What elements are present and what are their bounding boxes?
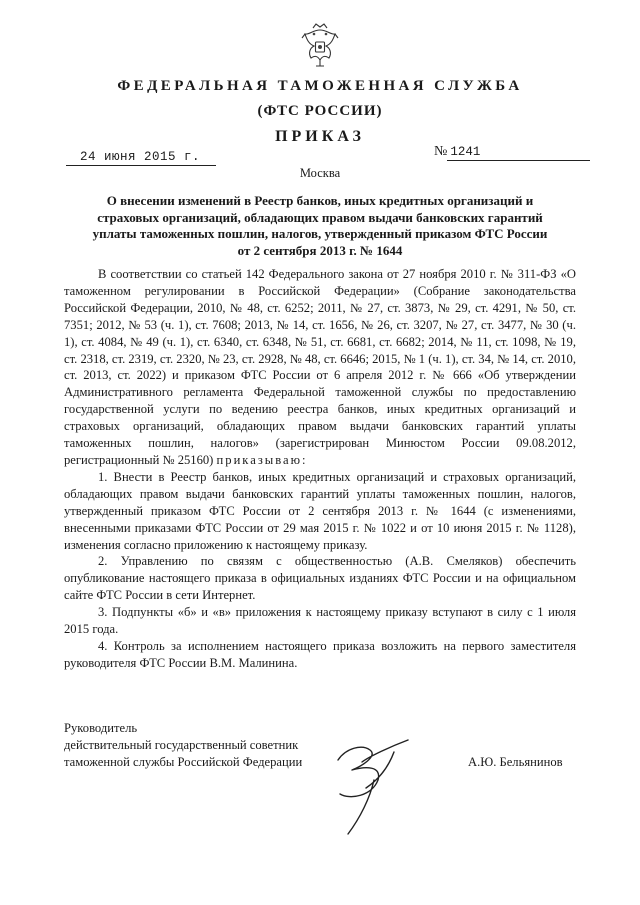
signatory-title: [64, 720, 302, 771]
order-number: 1241: [447, 144, 590, 161]
order-title: [64, 193, 576, 259]
order-number-label: №: [434, 144, 448, 159]
order-number-field: [434, 144, 590, 161]
organization-name: ФЕДЕРАЛЬНАЯ ТАМОЖЕННАЯ СЛУЖБА: [117, 78, 523, 94]
organization-abbreviation: (ФТС РОССИИ): [257, 103, 383, 119]
title-line: уплаты таможенных пошлин, налогов, утвержденный приказом ФТС России: [92, 226, 548, 242]
document-type: ПРИКАЗ: [275, 128, 365, 145]
signatory-position: Руководитель: [64, 721, 138, 735]
order-word: приказываю:: [216, 452, 308, 467]
preamble-text: В соответствии со статьей 142 Федерального закона от 27 ноября 2010 г. № 311-ФЗ «О таможенном регулировании в Российской Федерации» (Собрание законодательства Российской Федерации, 2010, № 48, ст. 6252; 2011, № 27, ст. 3873, № 29, ст. 4291, № 50, ст. 7351; 2012, № 53 (ч. 1), ст. 7608; 2013, № 14, ст. 1656, № 26, ст. 3207, № 27, ст. 3477, № 30 (ч. 1), ст. 4084, № 49 (ч. 1), ст. 6340, ст. 6348, № 51, ст. 6681, ст. 6682; 2014, № 11, ст. 1098, № 19, ст. 2318, ст. 2319, ст. 2320, № 23, ст. 2928, № 48, ст. 6646; 2015, № 1 (ч. 1), ст. 34, № 14, ст. 2010, ст. 2013, ст. 2022) и приказом ФТС России от 6 апреля 2012 г. № 666 «Об утверждении Административного регламента Федеральной таможенной службы по предоставлению государственной услуги по ведению реестра банков, иных кредитных организаций и страховых организаций, обладающих правом выдачи банковских гарантий уплаты таможенных пошлин, налогов» (зарегистрирован Минюстом России 09.08.2012, регистрационный № 25160): [64, 267, 576, 467]
order-body: [64, 266, 576, 672]
signatory-rank-cont: таможенной службы Российской Федерации: [64, 754, 303, 769]
order-item: 1. Внести в Реестр банков, иных кредитных организаций и страховых организаций, обладающих правом выдачи банковских гарантий уплаты таможенных пошлин, налогов, утвержденный приказом ФТС России от 2 сентября 2013 г. № 1644 (с изменениями, внесенными приказами ФТС России от 29 мая 2015 г. № 1022 и от 10 июня 2015 г. № 1128), изменения согласно приложению к настоящему приказу.: [64, 469, 576, 552]
title-line: О внесении изменений в Реестр банков, иных кредитных организаций и: [106, 193, 534, 208]
signatory-name: А.Ю. Бельянинов: [468, 755, 563, 769]
order-city: Москва: [299, 166, 341, 180]
handwritten-signature: [300, 722, 420, 842]
signatory-rank: действительный государственный советник: [64, 737, 299, 752]
coat-of-arms-emblem-icon: [299, 20, 341, 70]
order-item: 2. Управлению по связям с общественностью (А.В. Смеляков) обеспечить опубликование настоящего приказа в официальных изданиях ФТС России и на официальном сайте ФТС России в сети Интернет.: [64, 554, 576, 603]
preamble-paragraph: [64, 266, 576, 469]
title-line: от 2 сентября 2013 г. № 1644: [237, 242, 403, 258]
order-item: 4. Контроль за исполнением настоящего приказа возложить на первого заместителя руководителя ФТС России В.М. Малинина.: [64, 638, 576, 670]
order-item: 3. Подпункты «б» и «в» приложения к настоящему приказу вступают в силу с 1 июля 2015 года.: [64, 605, 576, 637]
order-date: 24 июня 2015 г.: [66, 150, 216, 166]
title-line: страховых организаций, обладающих правом выдачи банковских гарантий: [97, 209, 543, 225]
